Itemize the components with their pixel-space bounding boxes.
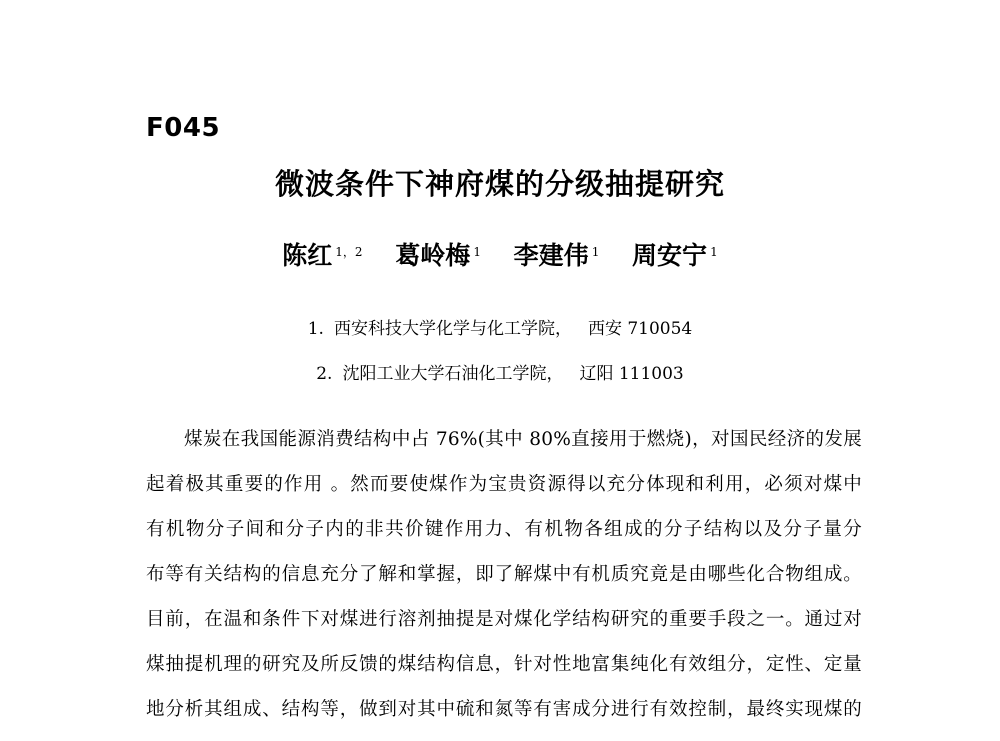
author xyxy=(632,240,718,272)
author xyxy=(514,240,600,272)
affiliation-name: 沈阳工业大学石油化工学院， xyxy=(342,364,564,384)
affiliation-number: 1. xyxy=(307,319,324,339)
body-line: 煤炭在我国能源消费结构中占 76%(其中 80%直接用于燃烧)，对国民经济的发展 xyxy=(184,429,862,450)
affiliation-name: 西安科技大学化学与化工学院， xyxy=(333,319,572,339)
affiliation-location: 西安 710054 xyxy=(587,319,693,339)
author xyxy=(395,240,481,272)
body-line: 起着极其重要的作用 。然而要使煤作为宝贵资源得以充分体现和利用，必须对煤中 xyxy=(146,474,862,495)
affiliation-location: 辽阳 111003 xyxy=(579,364,684,384)
author-name: 陈红 xyxy=(282,241,333,270)
author-affiliation-mark: 1，2 xyxy=(335,245,363,259)
affiliation xyxy=(0,362,1000,386)
affiliation xyxy=(0,317,1000,341)
body-line: 布等有关结构的信息充分了解和掌握，即了解煤中有机质究竟是由哪些化合物组成。 xyxy=(146,564,862,585)
author-affiliation-mark: 1 xyxy=(473,245,481,259)
affiliation-number: 2. xyxy=(316,364,333,384)
author-affiliation-mark: 1 xyxy=(710,245,718,259)
paper-code: F045 xyxy=(146,113,221,143)
body-line: 有机物分子间和分子内的非共价键作用力、有机物各组成的分子结构以及分子量分 xyxy=(146,519,862,540)
author-name: 周安宁 xyxy=(632,241,708,270)
body-line: 目前，在温和条件下对煤进行溶剂抽提是对煤化学结构研究的重要手段之一。通过对 xyxy=(146,609,862,630)
author-list xyxy=(0,240,1000,272)
author-affiliation-mark: 1 xyxy=(591,245,600,259)
body-paragraph xyxy=(146,425,862,740)
paper-title: 微波条件下神府煤的分级抽提研究 xyxy=(274,167,725,201)
author-name: 葛岭梅 xyxy=(395,241,471,270)
body-line: 地分析其组成、结构等，做到对其中硫和氮等有害成分进行有效控制，最终实现煤的 xyxy=(146,699,862,720)
author-name: 李建伟 xyxy=(513,241,589,270)
body-line: 煤抽提机理的研究及所反馈的煤结构信息，针对性地富集纯化有效组分，定性、定量 xyxy=(146,654,862,675)
author xyxy=(282,240,362,272)
